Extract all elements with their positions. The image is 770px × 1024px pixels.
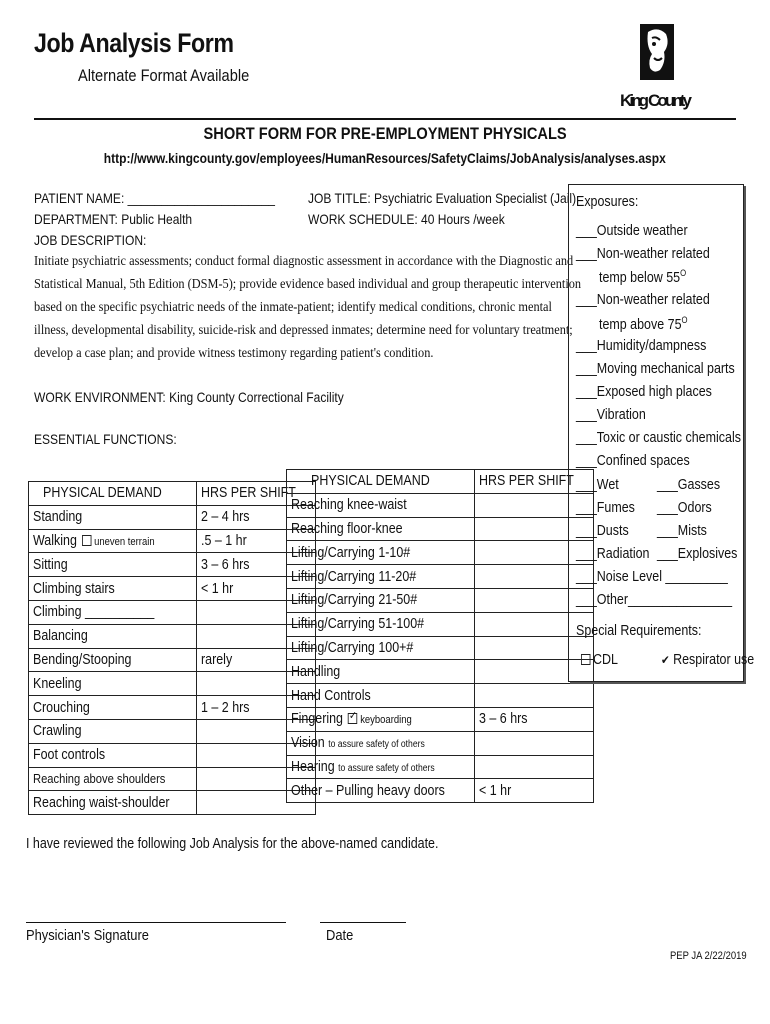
table-row: Crouching 1 – 2 hrs — [29, 696, 316, 720]
respirator-option[interactable]: ✔ Respirator use — [661, 652, 755, 668]
table-row: Reaching knee-waist — [287, 493, 594, 517]
table-row: Walking uneven terrain .5 – 1 hr — [29, 529, 316, 553]
physical-demand-table-right — [286, 469, 594, 803]
logo-icon — [618, 22, 704, 114]
uneven-terrain-checkbox[interactable] — [82, 535, 91, 546]
table-row: Sitting 3 – 6 hrs — [29, 553, 316, 577]
cdl-option[interactable]: CDL — [581, 652, 618, 668]
table-row: Fingering✓ keyboarding 3 – 6 hrs — [287, 707, 594, 731]
hrs-cell[interactable]: < 1 hr — [474, 779, 593, 803]
keyboarding-checkbox[interactable] — [348, 713, 357, 724]
table-row: Vision to assure safety of others — [287, 731, 594, 755]
exposure-item-sub: temp above $75^O$ — [599, 315, 688, 333]
header-rule — [34, 118, 736, 120]
exposure-item[interactable]: ___Humidity/dampness — [576, 338, 707, 354]
alternate-format-text: Alternate Format Available — [78, 66, 250, 85]
check-icon: ✔ — [661, 653, 670, 667]
hrs-cell[interactable]: 1 – 2 hrs — [196, 696, 315, 720]
exposures-panel — [568, 184, 755, 682]
table-row: Crawling — [29, 719, 316, 743]
exposure-item[interactable]: ___Outside weather — [576, 223, 688, 239]
patient-name-field[interactable]: PATIENT NAME: ______________________ — [34, 190, 275, 206]
form-title: Job Analysis Form — [34, 28, 234, 58]
hrs-cell[interactable]: 3 – 6 hrs — [474, 707, 593, 731]
hrs-cell[interactable]: 3 – 6 hrs — [196, 553, 315, 577]
job-description-line: based on the specific psychiatric needs of the inmate-patient; identify medical conditions, chronic mental — [34, 300, 552, 315]
essential-functions-label: ESSENTIAL FUNCTIONS: — [34, 431, 177, 447]
table-row: Other – Pulling heavy doors < 1 hr — [287, 779, 594, 803]
table-row: Reaching floor-knee — [287, 517, 594, 541]
table-row: Hand Controls — [287, 684, 594, 708]
table-row: Hearing to assure safety of others — [287, 755, 594, 779]
exposure-item[interactable]: ___Explosives — [657, 546, 738, 562]
work-environment-label: WORK ENVIRONMENT: King County Correctional Facility — [34, 389, 344, 405]
noise-level-field[interactable]: ___Noise Level _________ — [576, 569, 728, 585]
review-statement: I have reviewed the following Job Analysis for the above-named candidate. — [26, 836, 439, 852]
table-row: Climbing stairs < 1 hr — [29, 577, 316, 601]
table-row: Climbing __________ — [29, 600, 316, 624]
department-label: DEPARTMENT: Public Health — [34, 211, 193, 227]
exposure-item[interactable]: ___Odors — [657, 500, 712, 516]
exposure-item[interactable]: ___Toxic or caustic chemicals — [576, 430, 741, 446]
exposure-item[interactable]: ___Non-weather related — [576, 246, 710, 262]
king-county-logo — [618, 22, 704, 114]
exposure-item[interactable]: ___Dusts — [576, 523, 629, 539]
signature-line[interactable] — [26, 922, 286, 923]
cdl-checkbox[interactable] — [581, 654, 590, 665]
exposure-item[interactable]: ___Confined spaces — [576, 453, 690, 469]
table-row: Foot controls — [29, 743, 316, 767]
hrs-cell[interactable] — [474, 755, 593, 779]
hrs-cell[interactable]: .5 – 1 hr — [196, 529, 315, 553]
hrs-cell[interactable] — [474, 684, 593, 708]
logo-text: King County — [620, 91, 692, 110]
form-code: PEP JA 2/22/2019 — [670, 950, 747, 962]
table-row: Bending/Stooping rarely — [29, 648, 316, 672]
column-header: PHYSICAL DEMAND — [287, 470, 475, 494]
table-row: Lifting/Carrying 100+# — [287, 636, 594, 660]
exposure-item[interactable]: ___Mists — [657, 523, 707, 539]
table-row: Lifting/Carrying 21-50# — [287, 588, 594, 612]
column-header: PHYSICAL DEMAND — [29, 482, 197, 506]
job-analysis-url[interactable]: http://www.kingcounty.gov/employees/HumanResources/SafetyClaims/JobAnalysis/analyses.aspx — [103, 150, 667, 166]
hrs-cell[interactable]: < 1 hr — [196, 577, 315, 601]
exposure-item[interactable]: ___Vibration — [576, 407, 646, 423]
column-header: HRS PER SHIFT — [474, 470, 593, 494]
exposure-item[interactable]: ___Fumes — [576, 500, 635, 516]
exposure-item[interactable]: ___Non-weather related — [576, 292, 710, 308]
exposures-title: Exposures: — [576, 194, 639, 210]
physical-demand-table-left — [28, 481, 316, 815]
table-row: Lifting/Carrying 51-100# — [287, 612, 594, 636]
exposure-item[interactable]: ___Moving mechanical parts — [576, 361, 735, 377]
exposure-item[interactable]: ___Exposed high places — [576, 384, 712, 400]
exposure-item-sub: temp below $55^O$ — [599, 268, 687, 286]
table-row: Standing 2 – 4 hrs — [29, 505, 316, 529]
work-schedule-label: WORK SCHEDULE: 40 Hours /week — [308, 211, 505, 227]
other-exposure-field[interactable]: ___Other_______________ — [576, 592, 733, 608]
date-line[interactable] — [320, 922, 406, 923]
hrs-cell[interactable] — [474, 731, 593, 755]
date-label: Date — [326, 927, 354, 944]
column-header: HRS PER SHIFT — [196, 482, 315, 506]
exposure-item[interactable]: ___Radiation — [576, 546, 650, 562]
table-row: Lifting/Carrying 11-20# — [287, 565, 594, 589]
job-description-label: JOB DESCRIPTION: — [34, 232, 147, 248]
form-subtitle: SHORT FORM FOR PRE-EMPLOYMENT PHYSICALS — [203, 124, 567, 143]
table-row: Lifting/Carrying 1-10# — [287, 541, 594, 565]
table-row: Reaching waist-shoulder — [29, 791, 316, 815]
job-description-line: illness, developmental disability, suicide-risk and depressed inmates; determine need for voluntary treatment; — [34, 323, 573, 338]
table-row: Balancing — [29, 624, 316, 648]
table-row: Kneeling — [29, 672, 316, 696]
hrs-cell[interactable]: 2 – 4 hrs — [196, 505, 315, 529]
special-requirements-title: Special Requirements: — [576, 623, 702, 639]
table-row: Handling — [287, 660, 594, 684]
exposure-item[interactable]: ___Wet — [576, 477, 619, 493]
job-description-line: Statistical Manual, 5th Edition (DSM-5); provide evidence based individual and group therapeutic intervention — [34, 277, 582, 292]
table-row: Reaching above shoulders — [29, 767, 316, 791]
hrs-cell[interactable]: rarely — [196, 648, 315, 672]
signature-label: Physician's Signature — [26, 927, 149, 944]
job-description-line: Initiate psychiatric assessments; conduct formal diagnostic assessment in accordance with the Diagnostic and — [34, 254, 574, 269]
job-title-label: JOB TITLE: Psychiatric Evaluation Specialist (Jail) — [308, 190, 577, 206]
job-description-line: develop a case plan; and provide witness testimony regarding patient's condition. — [34, 346, 434, 361]
exposure-item[interactable]: ___Gasses — [657, 477, 721, 493]
